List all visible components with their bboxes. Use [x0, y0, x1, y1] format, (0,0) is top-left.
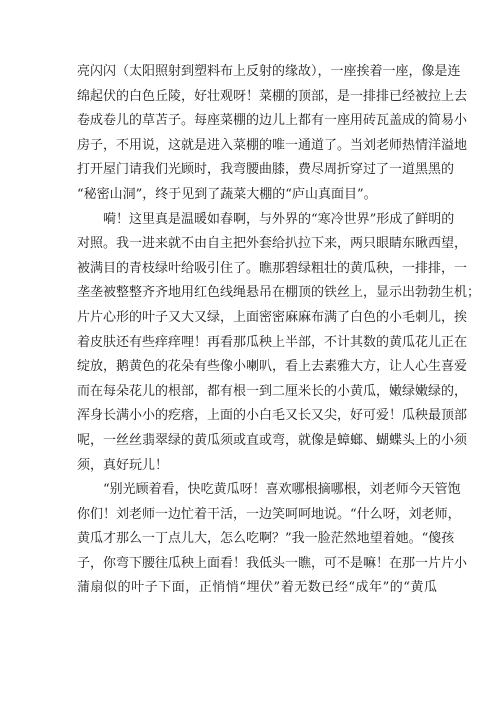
text-line: “秘密山洞”，终于见到了蔬菜大棚的“庐山真面目”。 — [77, 186, 377, 202]
text-line: 绵起伏的白色丘陵，好壮观呀！菜棚的顶部，是一排排已经被拉上去 — [77, 88, 468, 104]
text-line: 亮闪闪（太阳照射到塑料布上反射的缘故），一座挨着一座，像是连 — [77, 64, 461, 79]
text-line: 着皮肤还有些痒痒哩！再看那瓜秧上半部，不计其数的黄瓜花儿正在 — [77, 334, 468, 350]
text-line: 垄垄被整整齐齐地用红色线绳悬吊在棚顶的铁丝上，显示出勃勃生机； — [77, 285, 481, 301]
text-line: 呢，一丝丝翡翠绿的黄瓜须或直或弯，就像是蟑螂、蝴蝶头上的小须 — [77, 432, 468, 448]
text-line: “别光顾着看，快吃黄瓜呀！喜欢哪根摘哪根，刘老师今天管饱 — [103, 482, 461, 498]
text-line: 蒲扇似的叶子下面，正悄悄“埋伏”着无数已经“成年”的“黄瓜 — [77, 580, 437, 596]
text-line: 卷成卷儿的草苫子。每座菜棚的边儿上都有一座用砖瓦盖成的简易小 — [77, 113, 468, 129]
text-line: 须，真好玩儿！ — [77, 457, 169, 473]
paragraph-3 — [77, 478, 468, 601]
paragraph-1 — [77, 60, 468, 208]
text-line: 片片心形的叶子又大又绿，上面密密麻麻布满了白色的小毛刺儿，挨 — [77, 309, 468, 325]
body-text — [77, 60, 481, 601]
text-line: 打开屋门请我们光顾时，我弯腰曲膝，费尽周折穿过了一道黑黑的 — [77, 162, 455, 178]
paragraph-2 — [77, 208, 481, 479]
text-line: 被满目的青枝绿叶给吸引住了。瞧那碧绿粗壮的黄瓜秧，一排排，一 — [77, 260, 468, 276]
text-line: 而在每朵花儿的根部，都有根一到二厘米长的小黄瓜，嫩绿嫩绿的， — [77, 383, 468, 399]
text-line: 对照。我一进来就不由自主把外套给扒拉下来，两只眼睛东瞅西望， — [77, 236, 468, 252]
text-line: 绽放，鹅黄色的花朵有些像小喇叭，看上去素雅大方，让人心生喜爱 — [77, 359, 468, 375]
text-line: 浑身长满小小的疙瘩，上面的小白毛又长又尖，好可爱！瓜秧最顶部 — [77, 408, 468, 424]
text-line: 你们！刘老师一边忙着干活，一边笑呵呵地说。“什么呀，刘老师， — [77, 506, 461, 522]
text-line: 房子，不用说，这就是进入菜棚的唯一通道了。当刘老师热情洋溢地 — [77, 137, 468, 153]
text-line: 子，你弯下腰往瓜秧上面看！我低头一瞧，可不是嘛！在那一片片小 — [77, 555, 468, 571]
text-line: 嗬！这里真是温暖如春啊，与外界的“寒冷世界”形成了鲜明的 — [103, 211, 455, 227]
text-line: 黄瓜才那么一丁点儿大，怎么吃啊？”我一脸茫然地望着她。“傻孩 — [77, 531, 455, 547]
